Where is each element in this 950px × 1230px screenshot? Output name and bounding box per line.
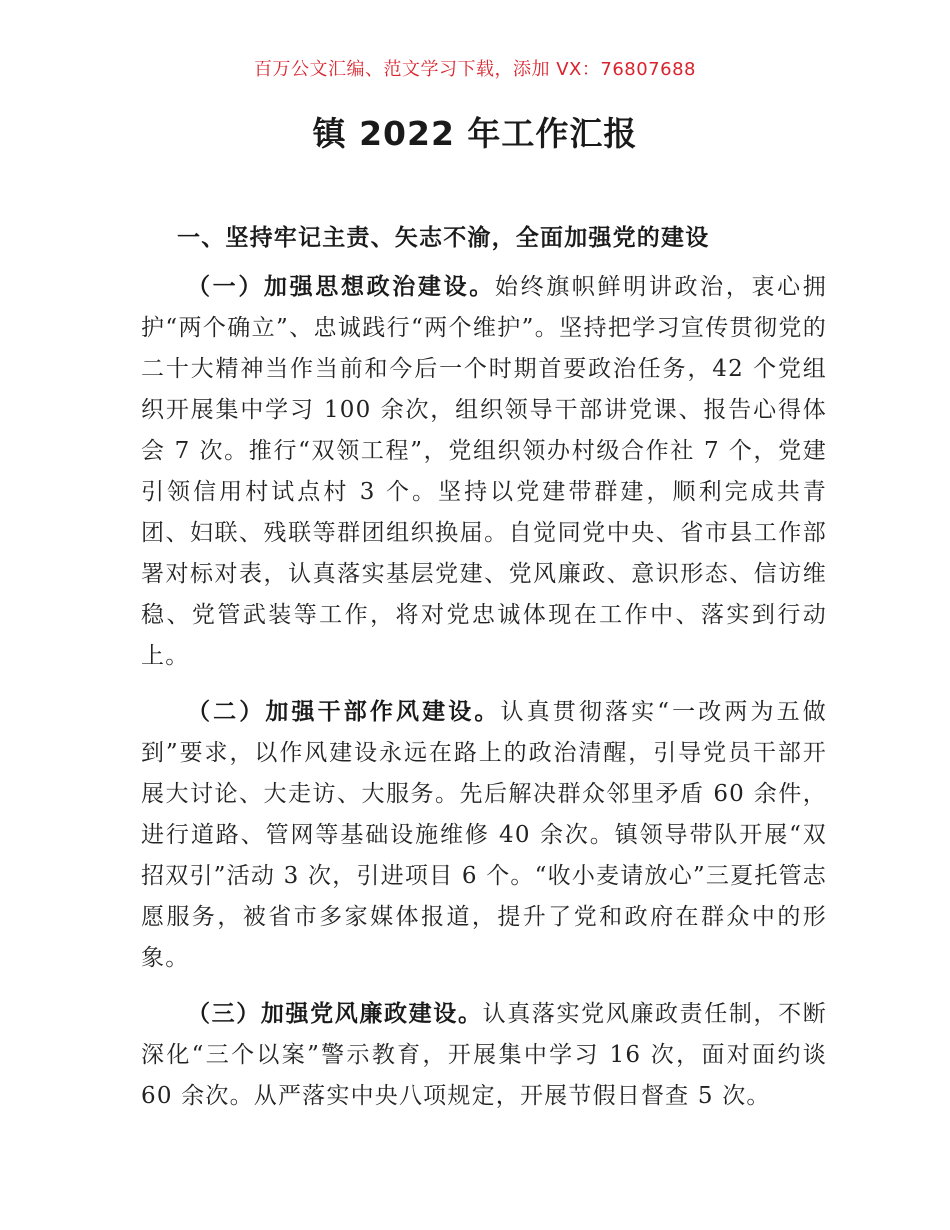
paragraph-text: 始终旗帜鲜明讲政治，衷心拥护“两个确立”、忠诚践行“两个维护”。坚持把学习宣传贯彻党的二十大精神当作当前和今后一个时期首要政治任务，42 个党组织开展集中学习 100 余次，组织领导干部讲党课、报告心得体会 7 次。推行“双领工程”，党组织领办村级合作社 7 个，党建引领信用村试点村 3 个。坚持以党建带群建，顺利完成共青团、妇联、残联等群团组织换届。自觉同党中央、省市县工作部署对标对表，认真落实基层党建、党风廉政、意识形态、信访维稳、党管武装等工作，将对党忠诚体现在工作中、落实到行动上。 bbox=[141, 274, 827, 669]
document-body bbox=[141, 218, 827, 1132]
paragraph-text: 认真落实党风廉政责任制，不断深化“三个以案”警示教育，开展集中学习 16 次，面对面约谈 60 余次。从严落实中央八项规定，开展节假日督查 5 次。 bbox=[141, 1001, 827, 1109]
page-title: 镇 2022 年工作汇报 bbox=[312, 114, 638, 153]
paragraph-lead: （三）加强党风廉政建设。 bbox=[187, 1001, 483, 1027]
watermark-banner: 百万公文汇编、范文学习下载，添加 VX：76807688 bbox=[254, 59, 696, 80]
paragraph-lead: （二）加强干部作风建设。 bbox=[187, 699, 501, 725]
paragraph-ideology bbox=[141, 267, 827, 677]
section-heading: 一、坚持牢记主责、矢志不渝，全面加强党的建设 bbox=[177, 225, 710, 251]
paragraph-lead: （一）加强思想政治建设。 bbox=[187, 274, 495, 300]
paragraph-integrity bbox=[141, 994, 827, 1117]
paragraph-work-style bbox=[141, 692, 827, 979]
paragraph-text: 认真贯彻落实“一改两为五做到”要求，以作风建设永远在路上的政治清醒，引导党员干部开展大讨论、大走访、大服务。先后解决群众邻里矛盾 60 余件，进行道路、管网等基础设施维修 40 余次。镇领导带队开展“双招双引”活动 3 次，引进项目 6 个。“收小麦请放心”三夏托管志愿服务，被省市多家媒体报道，提升了党和政府在群众中的形象。 bbox=[141, 699, 828, 971]
